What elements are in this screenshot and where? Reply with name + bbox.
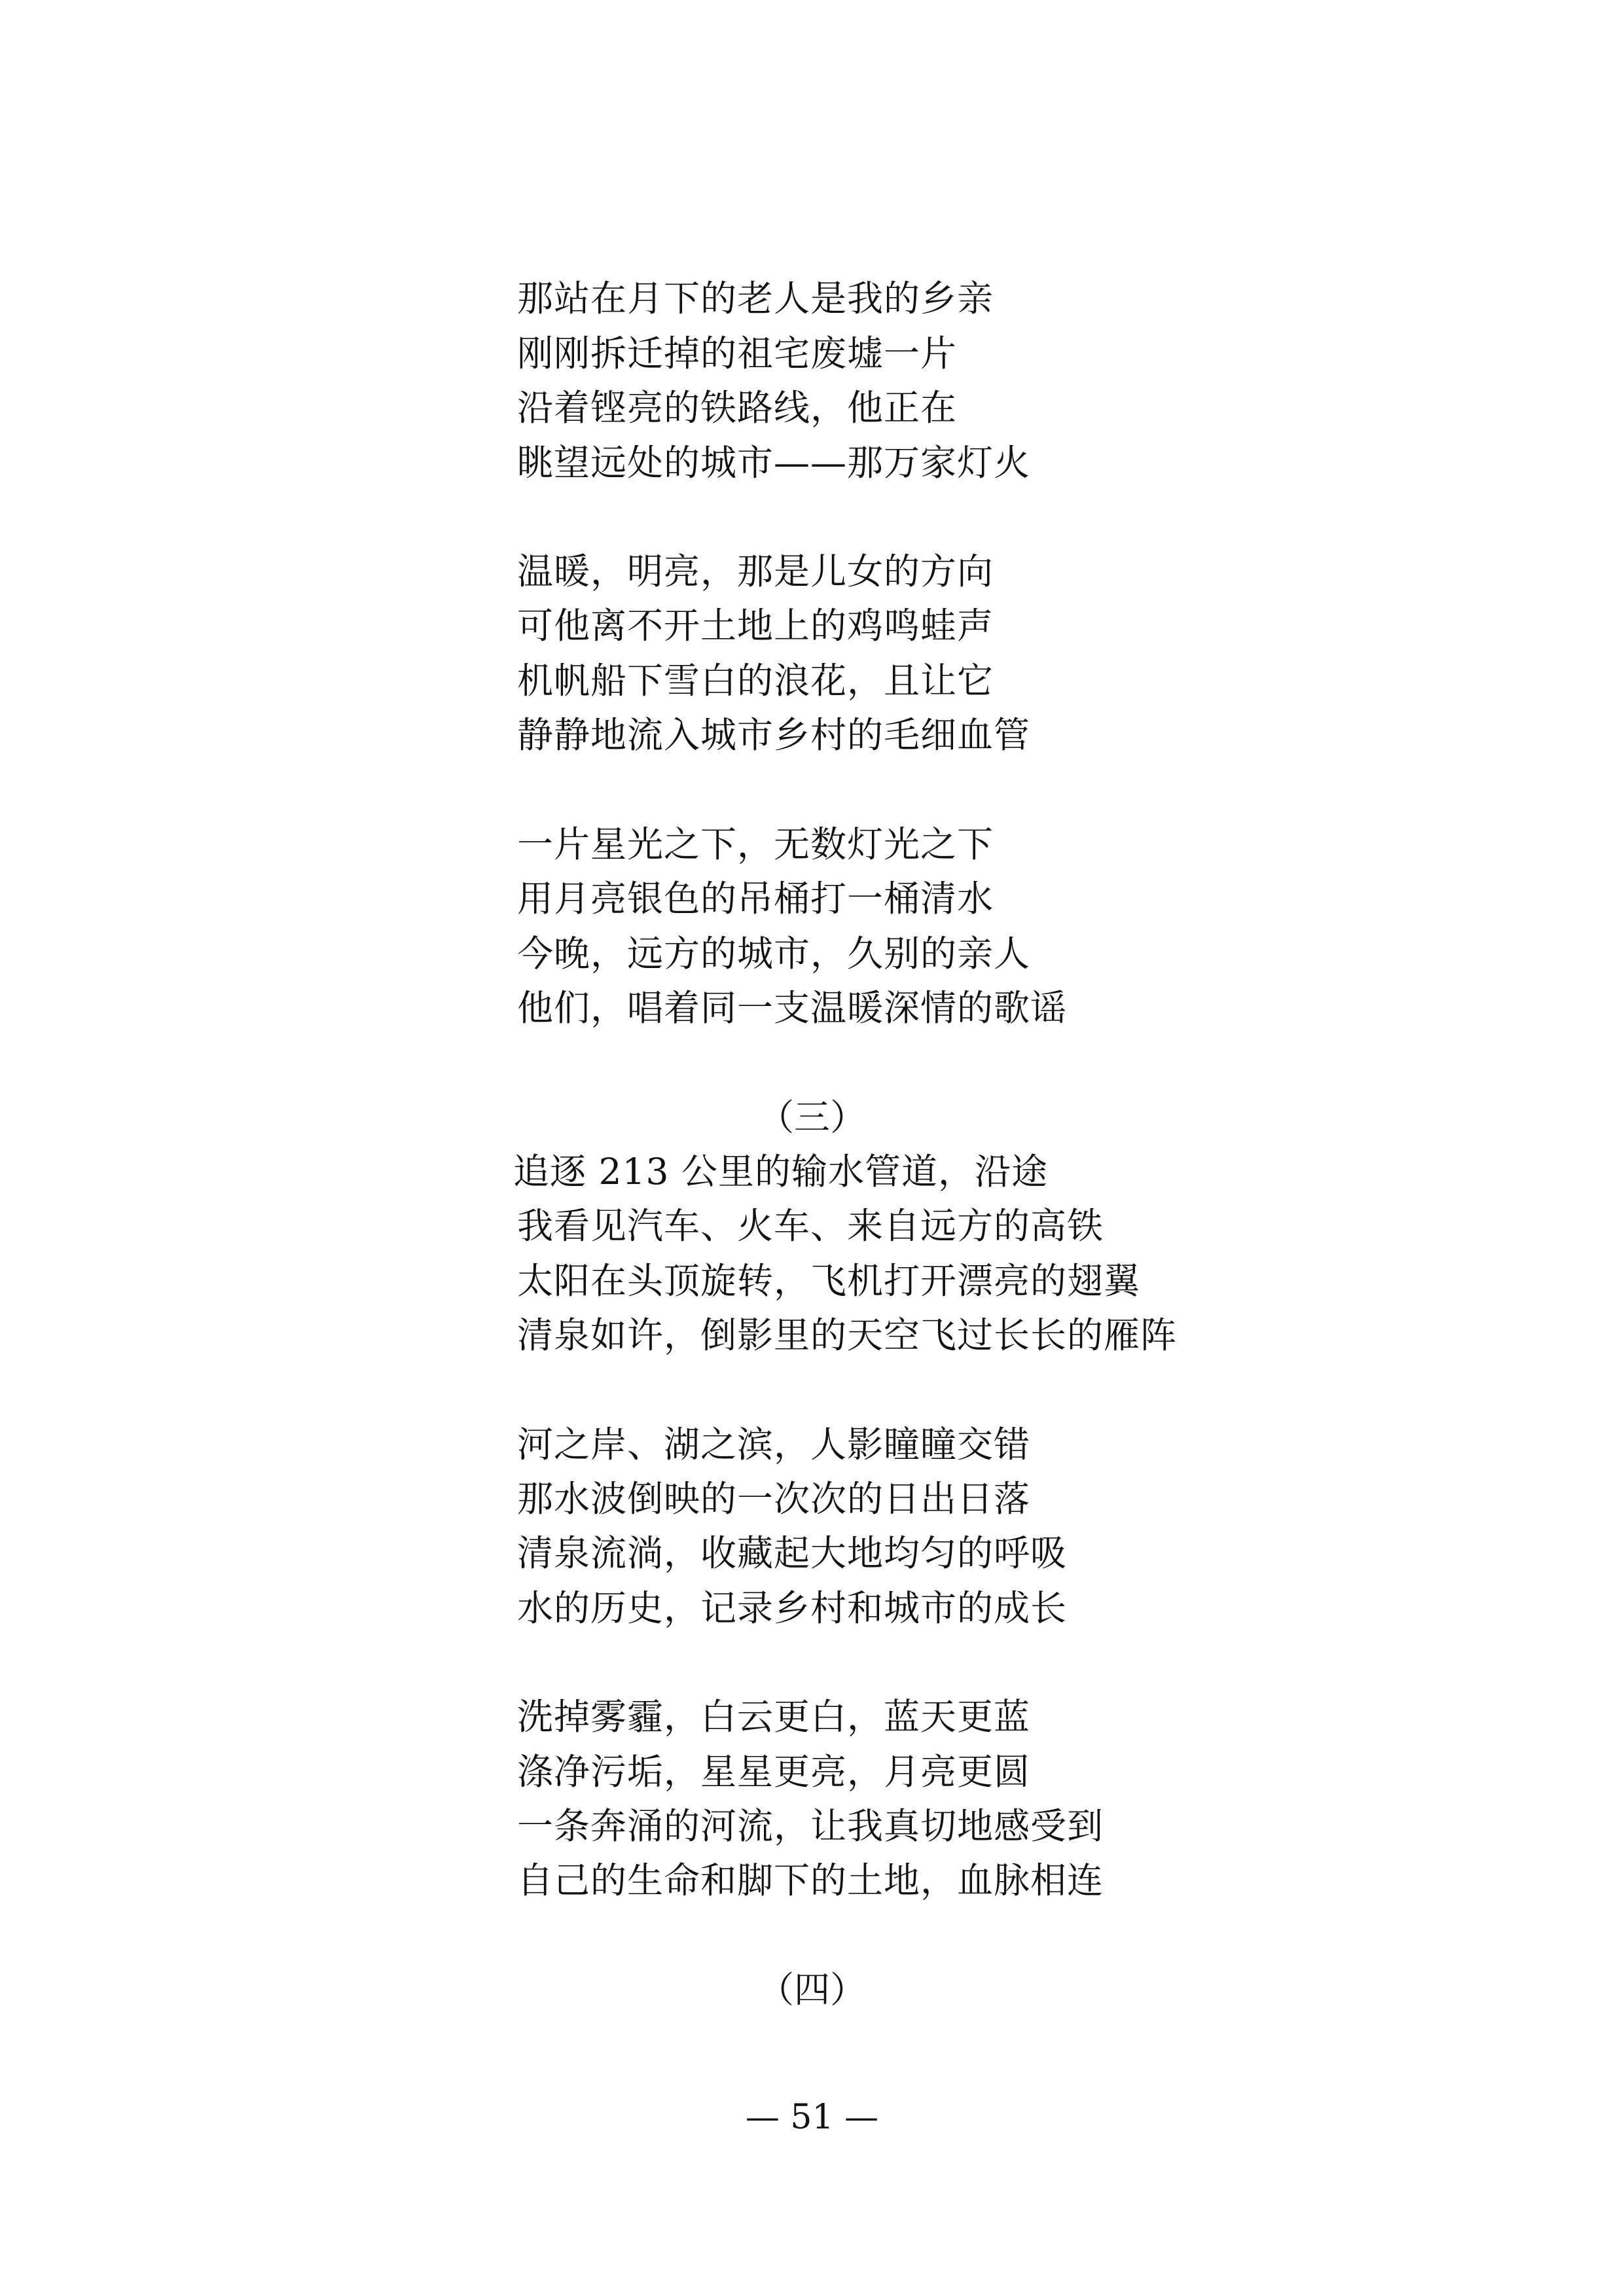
poem-line: 涤净污垢，星星更亮，月亮更圆 [517, 1751, 1031, 1793]
poem-line: 太阳在头顶旋转，飞机打开漂亮的翅翼 [517, 1260, 1141, 1302]
poem-line: 眺望远处的城市——那万家灯火 [517, 442, 1031, 484]
section-heading: （三） [757, 1096, 866, 1138]
page-number: — 51 — [745, 2098, 879, 2137]
poem-line: 那水波倒映的一次次的日出日落 [517, 1478, 1031, 1520]
poem-line: 水的历史，记录乡村和城市的成长 [517, 1587, 1068, 1629]
poem-line: 用月亮银色的吊桶打一桶清水 [517, 878, 994, 920]
poem-line: 可他离不开土地上的鸡鸣蛙声 [517, 605, 994, 647]
section-heading: （四） [757, 1969, 866, 2011]
poem-line: 他们，唱着同一支温暖深情的歌谣 [517, 987, 1068, 1029]
poem-line: 刚刚拆迁掉的祖宅废墟一片 [517, 332, 958, 374]
poem-line: 静静地流入城市乡村的毛细血管 [517, 714, 1031, 756]
poem-line: 洗掉雾霾，白云更白，蓝天更蓝 [517, 1696, 1031, 1738]
poem-line: 今晚，远方的城市，久别的亲人 [517, 933, 1031, 975]
poem-line: 一条奔涌的河流，让我真切地感受到 [517, 1805, 1104, 1847]
poem-line: 沿着铿亮的铁路线，他正在 [517, 387, 958, 429]
poem-line: 我看见汽车、火车、来自远方的高铁 [517, 1205, 1104, 1247]
poem-line: 一片星光之下，无数灯光之下 [517, 823, 994, 865]
poem-line: 自己的生命和脚下的土地，血脉相连 [517, 1859, 1104, 1901]
poem-line: 清泉流淌，收藏起大地均匀的呼吸 [517, 1532, 1068, 1574]
poem-line: 机帆船下雪白的浪花，且让它 [517, 660, 994, 702]
poem-line: 追逐 213 公里的输水管道，沿途 [513, 1151, 1048, 1193]
poem-line: 河之岸、湖之滨，人影瞳瞳交错 [517, 1424, 1031, 1465]
poem-line: 那站在月下的老人是我的乡亲 [517, 278, 994, 319]
poem-line: 清泉如许，倒影里的天空飞过长长的雁阵 [517, 1314, 1178, 1356]
poem-line: 温暖，明亮，那是儿女的方向 [517, 550, 994, 592]
